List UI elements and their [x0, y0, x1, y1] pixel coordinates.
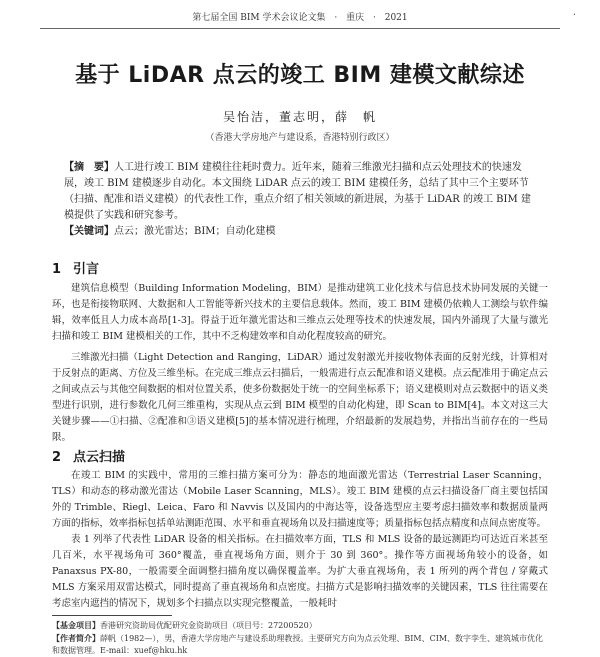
scanning-paragraph-1: 在竣工 BIM 的实践中，常用的三维扫描方案可分为：静态的地面激光雷达（Terrestrial Laser Scanning，TLS）和动态的移动激光雷达（Mobile Laser Scanning，MLS）。竣工 BIM 建模的点云扫描设备厂商主要包括国外的 Trimble、Riegl、Leica、Faro 和 Navvis 以及国内的中海达等，设备选型应主要考虑扫描效率和数据质量两方面的指标，效率指标包括单站测距范围、水平和垂直视场角以及扫描速度等；质量指标包括点精度和点间点密度等。	[52, 470, 548, 529]
keywords-text: 点云；激光雷达；BIM；自动化建模	[114, 226, 276, 237]
section-title: 点云扫描	[73, 450, 126, 465]
section-number: 2	[52, 450, 62, 465]
funding-note	[52, 619, 548, 632]
keywords-label: 【关键词】	[64, 226, 114, 237]
author-bio-label: 【作者简介】	[52, 633, 100, 643]
author-note	[52, 632, 548, 657]
conference-city: 重庆	[346, 13, 365, 23]
running-header	[40, 10, 560, 29]
abstract-text: 人工进行竣工 BIM 建模往往耗时费力。近年来，随着三维激光扫描和点云处理技术的快速发展，竣工 BIM 建模逐步自动化。本文围绕 LiDAR 点云的竣工 BIM 建模任务，总结了其中三个主要环节（扫描、配准和语义建模）的代表性工作，重点介绍了相关领域的新进展，为基于 LiDAR 的竣工 BIM 建模提供了实践和研究参考。	[64, 162, 531, 221]
paper-title: 基于 LiDAR 点云的竣工 BIM 建模文献综述	[75, 63, 525, 88]
footnotes	[52, 619, 548, 657]
author-bio-text: 薛帆（1982—），男，香港大学房地产与建设系助理教授。主要研究方向为点云处理、BIM、CIM、数字孪生、建筑城市优化和数据管理。E-mail：xuef@hku.hk	[52, 634, 544, 655]
header-separator: ·	[372, 13, 376, 23]
funding-text: 香港研究资助局优配研究金资助项目（项目号：27200520）	[100, 621, 317, 630]
footnote-divider	[52, 615, 172, 616]
header-separator: ·	[334, 13, 338, 23]
abstract-label: 【摘 要】	[64, 162, 114, 173]
funding-label: 【基金项目】	[52, 620, 100, 630]
affiliation: （香港大学房地产与建设系，香港特别行政区）	[205, 133, 395, 143]
section-title: 引言	[73, 262, 100, 277]
page-mark: ·	[572, 10, 576, 21]
section-heading-introduction	[52, 258, 99, 277]
intro-paragraph-2: 三维激光扫描（Light Detection and Ranging，LiDAR）通过发射激光并接收物体表面的反射光线，计算相对于反射点的距离、方位及三维坐标。在完成三维点云扫描后，一般需进行点云配准和语义建模。点云配准用于确定点云之间或点云与其他空间数据的相对位置关系，使多份数据处于统一的空间坐标系下；语义建模则对点云数据中的语义类型进行识别，进行参数化几何三维重构，实现从点云到 BIM 模型的自动化构建，即 Scan to BIM[4]。本文对这三大关键步骤——①扫描、②配准和③语义建模[5]的基本情况进行梳理，介绍最新的发展趋势，并指出当前存在的一些局限。	[52, 352, 548, 443]
section-number: 1	[52, 262, 62, 277]
abstract-block	[64, 160, 536, 240]
abstract	[64, 160, 536, 224]
scanning-paragraph-2: 表 1 列举了代表性 LiDAR 设备的相关指标。在扫描效率方面，TLS 和 MLS 设备的最远测距均可达近百米甚至几百米，水平视场角可 360°覆盖，垂直视场角方面，则介于 30 到 360°。操作等方面视场角较小的设备，如 Panaxsus PX-80，一般需要全面调整扫描角度以确保覆盖率。为扩大垂直视场角，表 1 所列的两个背包 / 穿戴式 MLS 方案采用双雷达模式，同时提高了垂直视场角和点密度。扫描方式是影响扫描效率的关键因素，TLS 往往需要在考虑室内遮挡的情况下，规划多个扫描点以实现完整覆盖，一般耗时	[52, 534, 548, 609]
section-heading-scanning	[52, 446, 125, 465]
keywords	[64, 224, 536, 240]
author-list: 吴怡洁，董志明，薛 帆	[222, 110, 377, 124]
conference-name: 第七届全国 BIM 学术会议论文集	[192, 13, 326, 23]
conference-year: 2021	[384, 13, 408, 23]
intro-paragraph-1: 建筑信息模型（Building Information Modeling，BIM）是推动建筑工业化技术与信息技术协同发展的关键一环，也是衔接物联网、大数据和人工智能等新兴技术的主要信息载体。然而，竣工 BIM 建模仍依赖人工测绘与软件编辑，效率低且人力成本高昂[1-3]。得益于近年激光雷达和三维点云处理等技术的快速发展，国内外涌现了大量与激光扫描和竣工 BIM 建模相关的工作，其中不乏构建效率和自动化程度较高的研究。	[52, 283, 548, 342]
